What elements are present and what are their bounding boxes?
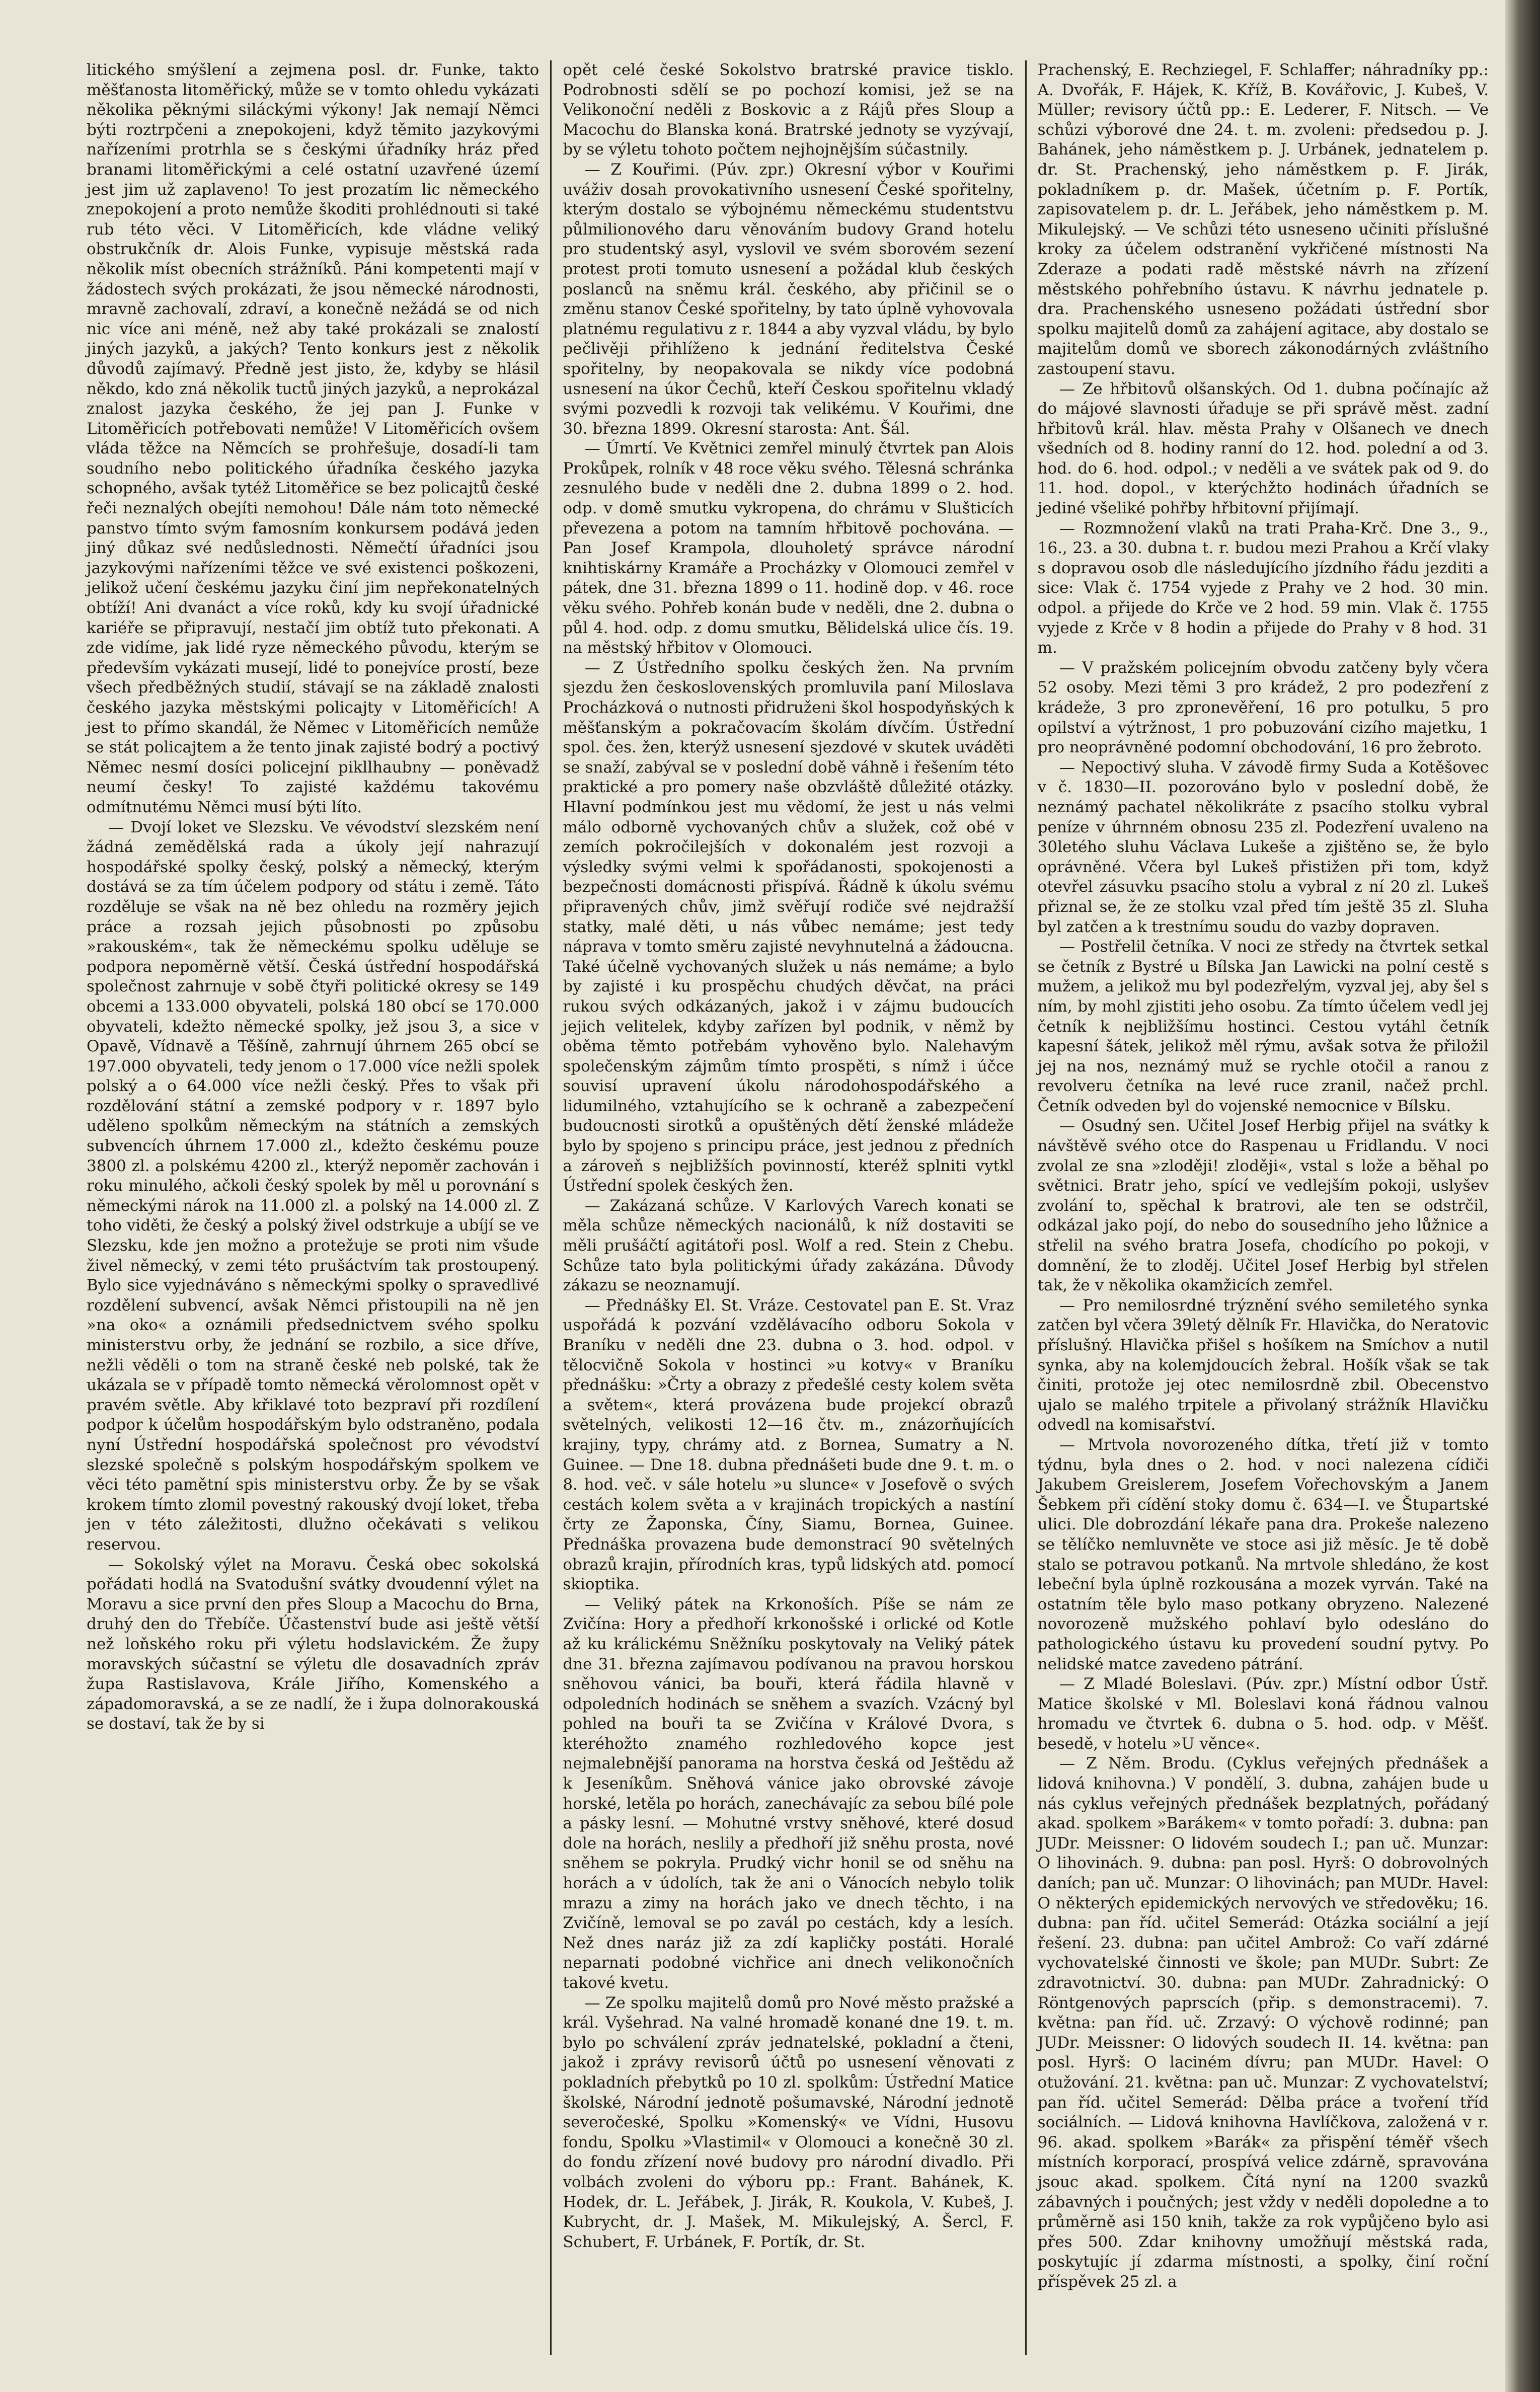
paragraph: — Sokolský výlet na Moravu. Česká obec sokolská pořádati hodlá na Svatodušní svátky dvoudenní výlet na Moravu a sice první den přes Sloup a Macochu do Brna, druhý den do Třebíče. Účastenství bude asi ještě větší než loňského roku při výletu hodslavickém. Že župy moravských súčastní se výletu dle dosavadních zpráv župa Rastislavova, Krále Jiřího, Komenského a západomoravská, a se ze nadlí, že i župa dolnorakouská se dostaví, tak že by si bbox=[87, 1555, 540, 1733]
newspaper-page bbox=[75, 60, 1500, 2355]
paragraph: — Z Něm. Brodu. (Cyklus veřejných přednášek a lidová knihovna.) V pondělí, 3. dubna, zahájen bude u nás cyklus veřejných přednášek bezplatných, pořádaný akad. spolkem »Barákem« v tomto pořadí: 3. dubna: pan JUDr. Meissner: O lidovém soudech I.; pan uč. Munzar: O lihovinách. 9. dubna: pan posl. Hyrš: O dobrovolných daních; pan uč. Munzar: O lihovinách; pan MUDr. Havel: O některých epidemických nervových ve středověku; 16. dubna: pan říd. učitel Semerád: Otázka sociální a její řešení. 23. dubna: pan učitel Ambrož: Co vaří zdárné vychovatelské činnosti ve škole; pan MUDr. Subrt: Ze zdravotnictví. 30. dubna: pan MUDr. Zahradnický: O Röntgenových paprscích (přip. s demonstracemi). 7. května: pan říd. uč. Zrzavý: O výchově rodinné; pan JUDr. Meissner: O lidových soudech II. 14. května: pan posl. Hyrš: O laciném dívru; pan MUDr. Havel: O otužování. 21. května: pan uč. Munzar: Z vychovatelství; pan říd. učitel Semerád: Dělba práce a tvoření tříd sociálních. — Lidová knihovna Havlíčkova, založená v r. 96. akad. spolkem »Barák« za přispění téměř všech místních korporací, prospívá velice zdárně, spravována jsouc akad. spolkem. Čítá nyní na 1200 svazků zábavných i poučných; jest vždy v neděli dopoledne a to průměrně asi 150 knih, takže za rok vypůjčeno bylo asi přes 500. Zdar knihovny umožňují městská rada, poskytujíc jí zdarma místnosti, a spolky, činí roční příspěvek 25 zl. a bbox=[1037, 1754, 1489, 2291]
column-1 bbox=[75, 60, 550, 2355]
paragraph: — Z Mladé Boleslavi. (Púv. zpr.) Místní odbor Ústř. Matice školské v Ml. Boleslavi koná řádnou valnou hromadu ve čtvrtek 6. dubna o 5. hod. odp. v Měšť. besedě, v hotelu »U věnce«. bbox=[1037, 1675, 1489, 1753]
paragraph: — Ze hřbitovů olšanských. Od 1. dubna počínajíc až do májové slavnosti úřaduje se při správě měst. zadní hřbitovů král. hlav. města Prahy v Olšanech ve dnech všedních od 8. hodiny ranní do 12. hod. polední a od 3. hod. do 6. hod. odpol.; v neděli a ve svátek pak od 9. do 11. hod. dopol., v kterýchžto hodinách úřadních se jediné všeliké pohřby hřbitovní přijímají. bbox=[1037, 379, 1489, 518]
paragraph: — Zakázaná schůze. V Karlových Varech konati se měla schůze německých nacionálů, k níž dostaviti se měli prušáčtí agitátoři posl. Wolf a red. Stein z Chebu. Schůze tato byla politickými úřady zakázána. Důvody zákazu se neoznamují. bbox=[563, 1196, 1014, 1295]
paragraph: — Osudný sen. Učitel Josef Herbig přijel na svátky k návštěvě svého otce do Raspenau u Fridlandu. V noci zvolal ze sna »zloději! zloději«, vstal s lože a běhal po světnici. Bratr jeho, spící ve vedlejším pokoji, uslyšev zvolání to, spěchal k bratrovi, ale ten se odstrčil, odkázal jako pojí, do nebo do sousedního jeho lůžnice a střelil na svého bratra Josefa, chodícího po pokoji, v domnění, že to zloděj. Učitel Josef Herbig byl střelen tak, že v několika okamžicích zemřel. bbox=[1037, 1117, 1489, 1295]
paragraph: — Nepoctivý sluha. V závodě firmy Suda a Kotěšovec v č. 1830—II. pozorováno bylo v poslední době, že neznámý pachatel několikráte z psacího stolku vybral peníze v úhrnném obnosu 235 zl. Podezření uvaleno na 30letého sluhu Václava Lukeše a zjištěno se, že bylo oprávněné. Včera byl Lukeš přistižen při tom, když otevřel zásuvku psacího stolu a vybral z ní 20 zl. Lukeš přiznal se, že ze stolku vzal před tím ještě 35 zl. Sluha byl zatčen a k trestnímu soudu do vazby dopraven. bbox=[1037, 758, 1489, 936]
paragraph: — Dvojí loket ve Slezsku. Ve vévodství slezském není žádná zemědělská rada a úkoly její nahrazují hospodářské spolky český, polský a německý, kterým dostává se za tím účelem podpory od státu i země. Táto rozděluje se však na ně bez ohledu na rozměry jejich práce a rozsah jejich působnosti po způsobu »rakouském«, tak že německému spolku uděluje se podpora nepoměrně větší. Česká ústřední hospodářská společnost zahrnuje v sobě čtyři politické okresy se 149 obcemi a 133.000 obyvateli, polská 180 obcí se 170.000 obyvateli, kdežto německé spolky, jež jsou 3, a sice v Opavě, Vídnavě a Těšíně, zahrnují úhrnem 265 obcí se 197.000 obyvateli, tedy jenom o 17.000 více nežli spolek polský a o 64.000 více nežli český. Přes to však při rozdělování státní a zemské podpory v r. 1897 bylo uděleno spolkům německým na státních a zemských subvencích úhrnem 17.000 zl., kdežto českému pouze 3800 zl. a polskému 4200 zl., kterýž nepoměr zachován i roku minulého, ačkoli český spolek by měl u porovnání s německými nárok na 11.000 zl. a polský na 14.000 zl. Z toho viděti, že český a polský živel odstrkuje a ubíjí se ve Slezsku, kde jen možno a protežuje se proti nim všude živel německý, v zemi této prušáctvím tak prostoupený. Bylo sice vyjednáváno s německými spolky o spravedlivé rozdělení subvencí, avšak Němci přistoupili na ně jen »na oko« a oznámili předsednictvem svého spolku ministerstvu orby, že jednání se rozbilo, a sice dříve, nežli věděli o tom na straně české neb polské, tak že ukázala se v případě tomto německá věrolomnost opět v pravém světle. Aby křiklavé toto bezpraví při rozdílení podpor k účelům hospodářským bylo odstraněno, podala nyní Ústřední hospodářská společnost pro vévodství slezské společně s polským hospodářským spolkem ve věci této pamětní spis ministerstvu orby. Že by se však krokem tímto zlomil povestný rakouský dvojí loket, třeba jen v této záležitosti, dlužno očekávati s velikou reservou. bbox=[87, 818, 540, 1554]
paragraph: — V pražském policejním obvodu zatčeny byly včera 52 osoby. Mezi těmi 3 pro krádež, 2 pro podezření z krádeže, 3 pro zpronevěření, 16 pro potulku, 5 pro opilství a výtržnost, 1 pro pobuzování cizího majetku, 1 pro neoprávněné podomní obchodování, 16 pro žebroto. bbox=[1037, 658, 1489, 757]
paragraph: — Z Ústředního spolku českých žen. Na prvním sjezdu žen československých promluvila paní Miloslava Procházková o nutnosti přidruženi škol hospodyňských k měšťanským a pokračovacím školám dívčím. Ústřední spol. čes. žen, kterýž usnesení sjezdové v skutek uváděti se snaží, zabýval se v poslední době váhně i řešením této praktické a pro pomery naše obzvláště důležité otázky. Hlavní podmínkou jest mu vědomí, že jest u nás velmi málo odborně vychovaných chův a služek, což obé v zemích pokročilejších v dokonalém jest rozvoji a výsledky svými velmi k spořádanosti, spokojenosti a bezpečnosti domácnosti přispívá. Řádně k úkolu svému připravených chův, jimž svěřují rodiče své nejdražší statky, malé děti, u nás vůbec nemáme; jest tedy náprava v tomto směru zajisté nevyhnutelná a žádoucna. Také účelně vychovaných služek u nás nemáme; a bylo by zajisté i ku prospěchu chudých děvčat, na práci rukou svých odkázaných, jakož i v zájmu budoucích jejich velitelek, kdyby zařízen byl podnik, v němž by oběma těmto potřebám vyhověno bylo. Nalehavým společenským zájmům tímto prospěti, s nímž i účce souvisí upravení úkolu národohospodářského a lidumilného, vztahujícího se k ochraně a zabezpečení budoucnosti sirotků a opuštěných dětí ženské mládeže bylo by spojeno s principu práce, jest jednou z předních a zároveň s nejbližších povinností, kteréž splniti vytkl Ústřední spolek českých žen. bbox=[563, 658, 1014, 1195]
paragraph: — Mrtvola novorozeného dítka, třetí již v tomto týdnu, byla dnes o 2. hod. v noci nalezena cídiči Jakubem Greislerem, Josefem Vořechovským a Janem Šebkem při cídění stoky domu č. 634—I. ve Štupartské ulici. Dle dobrozdání lékaře pana dra. Prokeše nalezeno se tělíčko nemluvněte ve stoce asi již měsíc. Je tě době stalo se potravou potkanů. Na mrtvole shledáno, že kost lebeční byla úplně rozkousána a mozek vyrván. Také na ostatním těle bylo maso potkany obryzeno. Nalezené novorozeně mužského pohlaví bylo odesláno do pathologického ústavu ku provedení soudní pytvy. Po nelidské matce zavedeno pátrání. bbox=[1037, 1435, 1489, 1673]
column-3 bbox=[1025, 60, 1500, 2355]
paragraph: — Úmrtí. Ve Květnici zemřel minulý čtvrtek pan Alois Prokůpek, rolník v 48 roce věku svého. Tělesná schránka zesnulého bude v neděli dne 2. dubna 1899 o 2. hod. odp. v domě smutku vykropena, do chrámu v Slušticích převezena a potom na tamním hřbitově pochována. — Pan Josef Krampola, dlouholetý správce národní knihtiskárny Kramáře a Procházky v Olomouci zemřel v pátek, dne 31. března 1899 o 11. hodině dop. v 46. roce věku svého. Pohřeb konán bude v neděli, dne 2. dubna o půl 4. hod. odp. z domu smutku, Bělidelská ulice čís. 19. na městský hřbitov v Olomouci. bbox=[563, 439, 1014, 657]
paragraph: litického smýšlení a zejmena posl. dr. Funke, takto měšťanosta litoměřický, může se v tomto ohledu vykázati několika pěknými siláckými výkony! Jak nemají Němci býti roztrpčeni a znepokojeni, když těmito jazykovými nařízeními protrhla se s českými úřadníky hráz před branami litoměřickými a celé ostatní uzavřené území jest jim už zaplaveno! To jest prozatím lic německého znepokojení a proto nemůže škoditi prohlédnouti si také rub této věci. V Litoměřicích, kde vládne veliký obstrukčník dr. Alois Funke, vypisuje městská rada několik míst obecních strážníků. Páni kompetenti mají v žádostech svých prokázati, že jsou německé národnosti, mravně zachovalí, zdraví, a konečně nežádá se od nich nic více ani méně, než aby také prokázali se znalostí jiných jazyků, a jakých? Tento konkurs jest z několik důvodů zajímavý. Předně jest jisto, že, kdyby se hlásil někdo, kdo zná několik tuctů jiných jazyků, a neprokázal znalost jazyka českého, že jej pan J. Funke v Litoměřicích potřebovati nemůže! V Litoměřicích ovšem vláda těžce na Němcích se prohřešuje, dosadí-li tam soudního nebo politického úřadníka českého jazyka schopného, avšak tytéž Litoměřice se bez policajtů české řeči neznalých obejíti nemohou! Dále nám toto německé panstvo tímto svým famosním konkursem podává jeden jiný důkaz své nedůslednosti. Němečtí úřadníci jsou jazykovými nařízeními těžce ve své existenci poškozeni, jelikož učení českému jazyku činí jim nepřekonatelných obtíží! Ani dvanáct a více roků, kdy ku svojí úřadnické kariéře se připravují, nestačí jim obtíž tuto překonati. A zde vidíme, jak lidé ryze německého původu, kterým se především vykázati musejí, lidé to ponejvíce prostí, beze všech předběžných studií, stávají se na základě znalosti českého jazyka městskými policajty v Litoměřicích! A jest to přímo skandál, že Němec v Litoměřicích nemůže se stát policajtem a že tento jinak zajisté bodrý a poctivý Němec nesmí dosíci policejní pikllhaubny — poněvadž neumí česky! To zajisté každému takovému odmítnutému Němci musí býti líto. bbox=[87, 61, 540, 816]
scan-edge bbox=[1505, 0, 1540, 2392]
paragraph: — Veliký pátek na Krkonoších. Píše se nám ze Zvičína: Hory a předhoří krkonošské i orlické od Kotle až ku králickému Sněžníku poskytovaly na Veliký pátek dne 31. března zajímavou podívanou na pravou horskou sněhovou vánici, ba bouři, která řádila hlavně v odpoledních hodinách se sněhem a svazích. Vzácný byl pohled na bouři ta se Zvičína v Králové Dvora, s kteréhožto znamého rozhledového kopce jest nejmalebnější panorama na horstva česká od Ještědu až k Jeseníkům. Sněhová vánice jako obrovské závoje horské, letěla po horách, zanechávajíc za sebou bílé pole a pásky lesní. — Mohutné vrstvy sněhové, které dosud dole na horách, neslily a předhoří již sněhu prosta, nové sněhem se pokryla. Prudký vichr honil se od sněhu na horách a v údolích, tak že ani o Vánocích nebylo tolik mrazu a zimy na horách jako ve dnech těchto, i na Zvičíně, lemoval se po zavál po cestách, kdy a lesích. Než dnes naráz již za zdí kapličky postáti. Horalé neparnati podobné vichřice ani dnech velikonočních takové kvetu. bbox=[563, 1595, 1014, 1992]
paragraph: — Ze spolku majitelů domů pro Nové město pražské a král. Vyšehrad. Na valné hromadě konané dne 19. t. m. bylo po schválení zpráv jednatelské, pokladní a čteni, jakož i zprávy revisorů účtů po usnesení věnovati z pokladních přebytků po 10 zl. spolkům: Ústřední Matice školské, Národní jednotě pošumavské, Národní jednotě severočeské, Spolku »Komenský« ve Vídni, Husovu fondu, Spolku »Vlastimil« v Olomouci a konečně 30 zl. do fondu zřízení nové budovy pro národní divadlo. Při volbách zvoleni do výboru pp.: Frant. Bahánek, K. Hodek, dr. L. Jeřábek, J. Jirák, R. Koukola, V. Kubeš, J. Kubrycht, dr. J. Mašek, M. Mikulejský, A. Šercl, F. Schubert, F. Urbánek, F. Portík, dr. St. bbox=[563, 1993, 1014, 2251]
column-2 bbox=[550, 60, 1025, 2355]
paragraph: Prachenský, E. Rechziegel, F. Schlaffer; náhradníky pp.: A. Dvořák, F. Hájek, K. Kříž, B. Kovářovic, J. Kubeš, V. Müller; revisory účtů pp.: E. Lederer, F. Nitsch. — Ve schůzi výborové dne 24. t. m. zvoleni: předsedou p. J. Bahánek, jeho náměstkem p. J. Urbánek, jednatelem p. dr. St. Prachenský, jeho náměstkem p. F. Jirák, pokladníkem p. dr. Mašek, účetním p. F. Portík, zapisovatelem p. dr. L. Jeřábek, jeho náměstkem p. M. Mikulejský. — Ve schůzi této usneseno učiniti příslušné kroky za účelem odstranění vykřičené místnosti Na Zderaze a podati radě městské návrh na zřízení městského pohřebního ústavu. K návrhu jednatele p. dra. Prachenského usneseno požádati ústřední sbor spolku majitelů domů za zahájení agitace, aby dostalo se majitelům domů ve sborech zákonodárných zvláštního zastoupení stavu. bbox=[1037, 61, 1489, 378]
paragraph: — Pro nemilosrdné trýznění svého semiletého synka zatčen byl včera 39letý dělník Fr. Hlavička, do Neratovic příslušný. Hlavička přišel s hošíkem na Smíchov a nutil synka, aby na kolemjdoucích žebral. Hošík však se tak činiti, protože jej otec nemilosrdně zbil. Obecenstvo ujalo se malého trpitele a přivolaný strážník Hlavičku odvedl na komisařství. bbox=[1037, 1296, 1489, 1434]
paragraph: opět celé české Sokolstvo bratrské pravice tisklo. Podrobnosti sdělí se po pochozí komisi, jež se na Velikonoční neděli z Boskovic a z Rájů přes Sloup a Macochu do Blanska koná. Bratrské jednoty se vyzývají, by se výletu tohoto počtem nejhojnějším súčastnily. bbox=[563, 61, 1014, 159]
paragraph: — Z Kouřimi. (Púv. zpr.) Okresní výbor v Kouřimi uváživ dosah provokativního usnesení České spořitelny, kterým dostalo se výbojnému německému studentstvu půlmilionového daru věnováním budovy Grand hotelu pro studentský asyl, vyslovil ve svém sborovém sezení protest proti tomuto usnesení a požádal klub českých poslanců na sněmu král. českého, aby přičinil se o změnu stanov České spořitelny, by tato úplně vyhovovala platnému regulativu z r. 1844 a aby vyzval vládu, by bylo pečlivěji přihlíženo k jednání ředitelstva České spořitelny, by neopakovala se nikdy více podobná usnesení na úkor Čechů, kteří Českou spořitelnu vkladý svými pozvedli k rozvoji tak velikému. V Kouřimi, dne 30. března 1899. Okresní starosta: Ant. Šál. bbox=[563, 160, 1014, 438]
paragraph: — Přednášky El. St. Vráze. Cestovatel pan E. St. Vraz uspořádá k pozvání vzdělávacího odboru Sokola v Braníku v neděli dne 23. dubna o 3. hod. odpol. v tělocvičně Sokola v hostinci »u kotvy« v Braníku přednášku: »Črty a obrazy z předešlé cesty kolem světa a světem«, která provázena bude projekcí obrazů světelných, velikosti 12—16 čtv. m., znázorňujících krajiny, typy, chrámy atd. z Bornea, Sumatry a N. Guinee. — Dne 18. dubna přednášeti bude dne 9. t. m. o 8. hod. več. v sále hotelu »u slunce« v Josefově o svých cestách kolem světa a v krajinách tropických a nastíní črty ze Žaponska, Číny, Siamu, Bornea, Guinee. Přednáška provazena bude demonstrací 90 světelných obrazů krajin, přírodních kras, typů lidských atd. pomocí skioptika. bbox=[563, 1296, 1014, 1594]
paragraph: — Postřelil četníka. V noci ze středy na čtvrtek setkal se četník z Bystré u Bílska Jan Lawicki na polní cestě s mužem, a jelikož mu byl podezřelým, vyzval jej, aby šel s ním, by mohl zjistiti jeho osobu. Za tímto účelem vedl jej četník k nejbližšímu hostinci. Cestou vytáhl četník kapesní šátek, jelikož měl rýmu, avšak sotva že přiložil jej na nos, neznámý muž se rychle otočil a ranou z revolveru četníka na levé ruce zranil, načež prchl. Četník odveden byl do vojenské nemocnice v Bílsku. bbox=[1037, 938, 1489, 1115]
paragraph: — Rozmnožení vlaků na trati Praha-Krč. Dne 3., 9., 16., 23. a 30. dubna t. r. budou mezi Prahou a Krčí vlaky s dopravou osob dle následujícího jízdního řádu jezditi a sice: Vlak č. 1754 vyjede z Prahy ve 2 hod. 30 min. odpol. a přijede do Krče ve 2 hod. 59 min. Vlak č. 1755 vyjede z Krče v 8 hodin a přijede do Prahy v 8 hod. 31 m. bbox=[1037, 519, 1489, 657]
